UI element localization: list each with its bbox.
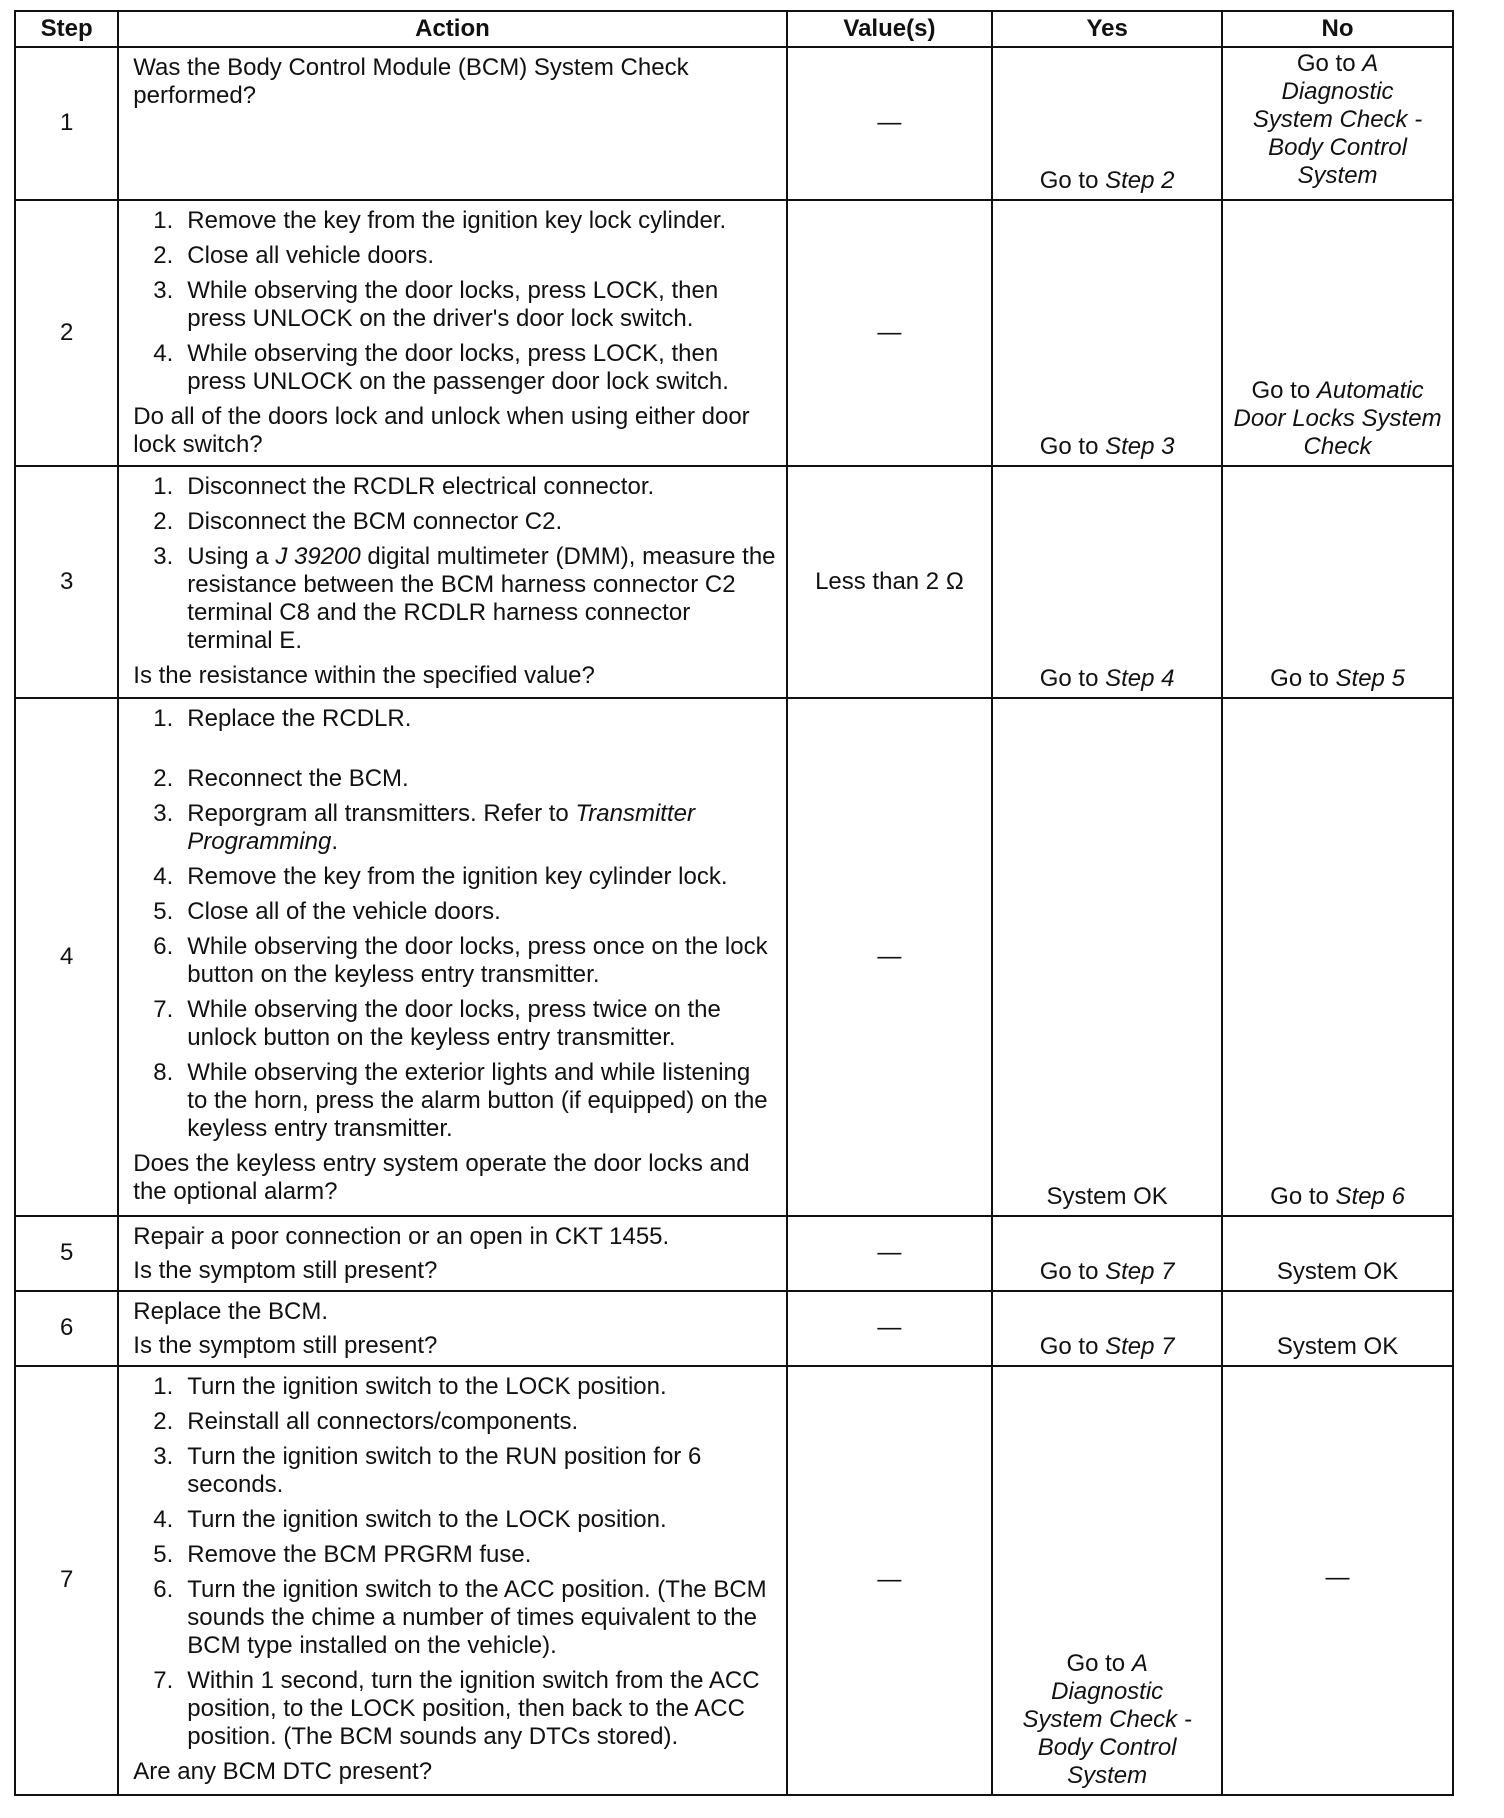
action-step-number: 5. <box>153 1540 174 1568</box>
action-step-text: While observing the door locks, press once on the lock button on the keyless entry transmitter. <box>187 932 768 988</box>
no-text: Go to <box>1251 377 1317 405</box>
value-cell: — <box>787 200 993 467</box>
no-cell <box>1222 1216 1453 1291</box>
action-question: Are any BCM DTC present? <box>133 1757 433 1785</box>
action-step-number: 1. <box>153 1372 174 1400</box>
yes-text: Go to <box>1039 664 1106 692</box>
header-step: Step <box>15 11 118 47</box>
action-step-number: 6. <box>153 932 174 960</box>
value-cell: — <box>787 1366 993 1795</box>
action-step-number: 4. <box>153 339 174 367</box>
action-step-text: While observing the door locks, press LOCK, then press UNLOCK on the driver's door lock switch. <box>187 276 719 332</box>
action-step-number: 4. <box>153 862 174 890</box>
action-step <box>133 1541 775 1569</box>
action-step-text: Disconnect the BCM connector C2. <box>187 508 563 536</box>
yes-cell <box>992 47 1222 200</box>
action-step-text: While observing the door locks, press LOCK, then press UNLOCK on the passenger door lock switch. <box>187 339 729 395</box>
diagnostic-table <box>14 10 1454 1796</box>
no-cell <box>1222 466 1453 697</box>
value-cell: Less than 2 Ω <box>787 466 993 697</box>
yes-reference: Step 2 <box>1105 166 1175 194</box>
no-cell <box>1222 200 1453 467</box>
action-step <box>133 207 775 235</box>
action-step-number: 8. <box>153 1058 174 1086</box>
step-number: 4 <box>15 698 118 1216</box>
table-row <box>15 1366 1453 1795</box>
no-reference: Step 5 <box>1335 664 1405 692</box>
action-cell <box>118 466 786 697</box>
action-step-number: 3. <box>153 276 174 304</box>
action-step-text: Turn the ignition switch to the ACC position. (The BCM sounds the chime a number of times equivalent to the BCM type installed on the vehicle). <box>187 1575 767 1659</box>
action-step-number: 2. <box>153 1407 174 1435</box>
header-no: No <box>1222 11 1453 47</box>
action-step <box>133 863 775 891</box>
table-row <box>15 466 1453 697</box>
action-cell <box>118 698 786 1216</box>
no-reference: Automatic Door Locks System Check <box>1233 377 1442 461</box>
action-step-text: Replace the RCDLR. <box>187 704 412 732</box>
yes-cell <box>992 698 1222 1216</box>
no-reference: Step 6 <box>1335 1183 1405 1210</box>
action-step-number: 4. <box>153 1505 174 1533</box>
action-step-text: Remove the key from the ignition key lock cylinder. <box>187 206 727 234</box>
yes-cell <box>992 466 1222 697</box>
action-step <box>133 933 775 989</box>
action-steps <box>133 705 775 1143</box>
table-row <box>15 1291 1453 1366</box>
action-intro: Replace the BCM. <box>133 1297 329 1325</box>
yes-text: System OK <box>1046 1183 1168 1210</box>
action-step-text: While observing the exterior lights and while listening to the horn, press the alarm button (if equipped) on the keyless entry transmitter. <box>187 1058 768 1142</box>
action-steps <box>133 473 775 655</box>
action-step-text: Turn the ignition switch to the LOCK position. <box>187 1505 667 1533</box>
action-step-text: digital multimeter (DMM), measure the resistance between the BCM harness connector C2 terminal C8 and the RCDLR harness connector terminal E. <box>187 543 776 655</box>
step-number: 2 <box>15 200 118 467</box>
yes-text: Go to <box>1039 1257 1106 1285</box>
no-cell <box>1222 1366 1453 1795</box>
yes-cell <box>992 1291 1222 1366</box>
table-row <box>15 698 1453 1216</box>
step-number: 6 <box>15 1291 118 1366</box>
action-question: Does the keyless entry system operate the door locks and the optional alarm? <box>133 1149 750 1205</box>
yes-cell <box>992 1366 1222 1795</box>
action-step <box>133 508 775 536</box>
action-step-number: 2. <box>153 241 174 269</box>
action-step-reference: Transmitter Programming <box>187 799 695 855</box>
yes-text: Go to <box>1066 1650 1132 1677</box>
action-step-number: 3. <box>153 543 174 571</box>
no-cell <box>1222 47 1453 200</box>
action-step-number: 2. <box>153 764 174 792</box>
action-step <box>133 1443 775 1499</box>
no-text: Go to <box>1270 664 1336 692</box>
no-text: Go to <box>1296 50 1363 77</box>
action-step <box>133 996 775 1052</box>
table-row <box>15 200 1453 467</box>
action-step <box>133 898 775 926</box>
action-question: Do all of the doors lock and unlock when using either door lock switch? <box>133 402 750 458</box>
yes-reference: Step 4 <box>1105 664 1175 692</box>
yes-reference: Step 7 <box>1105 1257 1175 1285</box>
action-step <box>133 1576 775 1660</box>
action-step <box>133 765 775 793</box>
action-step <box>133 1506 775 1534</box>
action-step <box>133 1373 775 1401</box>
no-text: System OK <box>1276 1257 1399 1285</box>
action-step-text: Disconnect the RCDLR electrical connector. <box>187 473 655 501</box>
yes-cell <box>992 1216 1222 1291</box>
action-step-text: Using a <box>187 543 276 571</box>
action-step-number: 3. <box>153 1442 174 1470</box>
action-step-number: 5. <box>153 897 174 925</box>
action-step-text: Turn the ignition switch to the LOCK position. <box>187 1372 667 1400</box>
yes-text: Go to <box>1039 1332 1106 1360</box>
header-action: Action <box>118 11 786 47</box>
header-row <box>15 11 1453 47</box>
action-step <box>133 543 775 655</box>
action-question: Is the symptom still present? <box>133 1257 438 1284</box>
action-question: Is the symptom still present? <box>133 1331 438 1359</box>
action-step-text: Reinstall all connectors/components. <box>187 1407 579 1435</box>
action-step-number: 3. <box>153 799 174 827</box>
action-step-text: Close all vehicle doors. <box>187 241 435 269</box>
action-step <box>133 1667 775 1751</box>
action-steps <box>133 207 775 396</box>
no-text: System OK <box>1276 1332 1399 1360</box>
action-steps <box>133 1373 775 1751</box>
yes-text: Go to <box>1039 166 1106 194</box>
value-cell: — <box>787 1291 993 1366</box>
action-step-text: Remove the BCM PRGRM fuse. <box>187 1540 532 1568</box>
no-text: Go to <box>1270 1183 1336 1210</box>
table-row <box>15 47 1453 200</box>
value-cell: — <box>787 1216 993 1291</box>
yes-reference: Step 7 <box>1105 1332 1175 1360</box>
step-number: 5 <box>15 1216 118 1291</box>
action-step <box>133 1408 775 1436</box>
action-step <box>133 1059 775 1143</box>
action-cell <box>118 200 786 467</box>
header-yes: Yes <box>992 11 1222 47</box>
step-number: 7 <box>15 1366 118 1795</box>
action-step-number: 1. <box>153 473 174 501</box>
yes-text: Go to <box>1039 433 1106 461</box>
action-step <box>133 473 775 501</box>
no-cell <box>1222 1291 1453 1366</box>
action-cell <box>118 47 786 200</box>
no-text: — <box>1325 1564 1350 1592</box>
action-step-number: 2. <box>153 508 174 536</box>
yes-reference: A Diagnostic System Check - Body Control System <box>1022 1650 1192 1789</box>
action-question: Is the resistance within the specified value? <box>133 662 595 690</box>
action-step-text: While observing the door locks, press twice on the unlock button on the keyless entry transmitter. <box>187 995 721 1051</box>
action-step <box>133 800 775 856</box>
action-cell <box>118 1216 786 1291</box>
action-step-text: Turn the ignition switch to the RUN position for 6 seconds. <box>187 1442 702 1498</box>
action-intro: Was the Body Control Module (BCM) System Check performed? <box>133 54 689 109</box>
action-step <box>133 340 775 396</box>
action-step-text: Remove the key from the ignition key cylinder lock. <box>187 862 728 890</box>
value-cell: — <box>787 698 993 1216</box>
action-step-number: 1. <box>153 206 174 234</box>
action-cell <box>118 1366 786 1795</box>
action-cell <box>118 1291 786 1366</box>
action-step-number: 1. <box>153 704 174 732</box>
action-step <box>133 705 775 733</box>
step-number: 1 <box>15 47 118 200</box>
yes-cell <box>992 200 1222 467</box>
value-cell: — <box>787 47 993 200</box>
action-step-text: Reconnect the BCM. <box>187 764 409 792</box>
action-step-number: 7. <box>153 995 174 1023</box>
yes-reference: Step 3 <box>1105 433 1175 461</box>
action-intro: Repair a poor connection or an open in CKT 1455. <box>133 1223 670 1250</box>
action-step-text: Reporgram all transmitters. Refer to <box>187 799 576 827</box>
action-step-reference: J 39200 <box>275 543 361 571</box>
action-step <box>133 277 775 333</box>
action-step-text: . <box>331 827 338 855</box>
action-step <box>133 242 775 270</box>
action-step-number: 7. <box>153 1666 174 1694</box>
header-values: Value(s) <box>787 11 993 47</box>
action-step-text: Close all of the vehicle doors. <box>187 897 501 925</box>
no-reference: A Diagnostic System Check - Body Control System <box>1252 50 1423 189</box>
table-row <box>15 1216 1453 1291</box>
action-step-number: 6. <box>153 1575 174 1603</box>
action-step-text: Within 1 second, turn the ignition switch from the ACC position, to the LOCK position, then back to the ACC position. (The BCM sounds any DTCs stored). <box>187 1666 760 1750</box>
step-number: 3 <box>15 466 118 697</box>
no-cell <box>1222 698 1453 1216</box>
